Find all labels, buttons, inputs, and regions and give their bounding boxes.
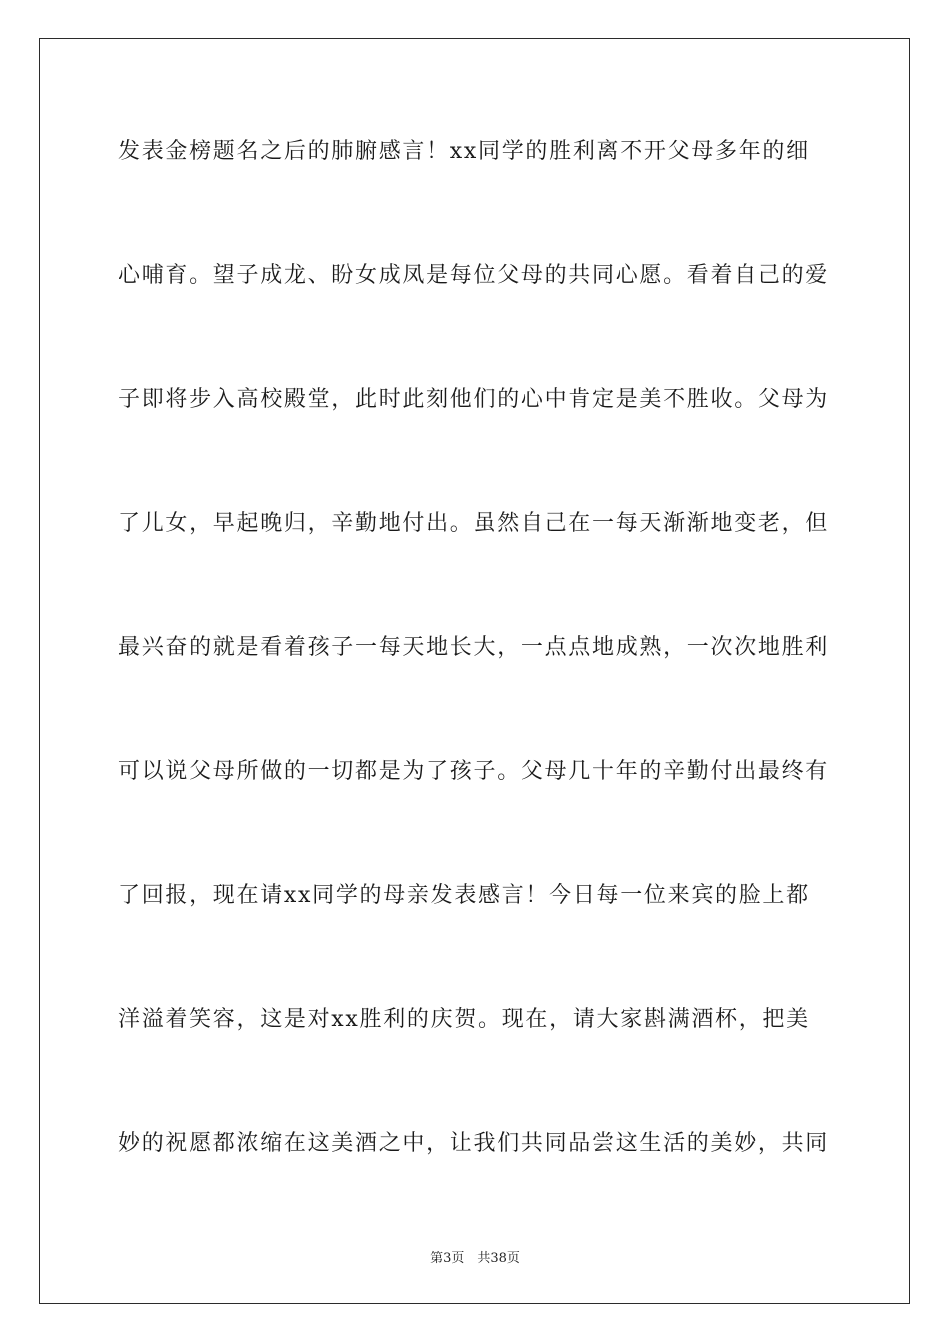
page-number-footer: 第3页 共38页 [430,1251,520,1266]
text-line-5: 最兴奋的就是看着孩子一每天地长大，一点点地成熟，一次次地胜利 [118,635,830,660]
text-line-6: 可以说父母所做的一切都是为了孩子。父母几十年的辛勤付出最终有 [118,759,830,784]
text-line-2: 心哺育。望子成龙、盼女成凤是每位父母的共同心愿。看着自己的爱 [118,263,830,288]
text-line-8: 洋溢着笑容，这是对xx胜利的庆贺。现在，请大家斟满酒杯，把美 [118,1007,810,1032]
text-line-1: 发表金榜题名之后的肺腑感言！xx同学的胜利离不开父母多年的细 [118,139,810,164]
text-line-9: 妙的祝愿都浓缩在这美酒之中，让我们共同品尝这生活的美妙，共同 [118,1131,830,1156]
text-line-7: 了回报，现在请xx同学的母亲发表感言！今日每一位来宾的脸上都 [118,883,810,908]
text-line-4: 了儿女，早起晚归，辛勤地付出。虽然自己在一每天渐渐地变老，但 [118,511,830,536]
text-line-3: 子即将步入高校殿堂，此时此刻他们的心中肯定是美不胜收。父母为 [118,387,830,412]
